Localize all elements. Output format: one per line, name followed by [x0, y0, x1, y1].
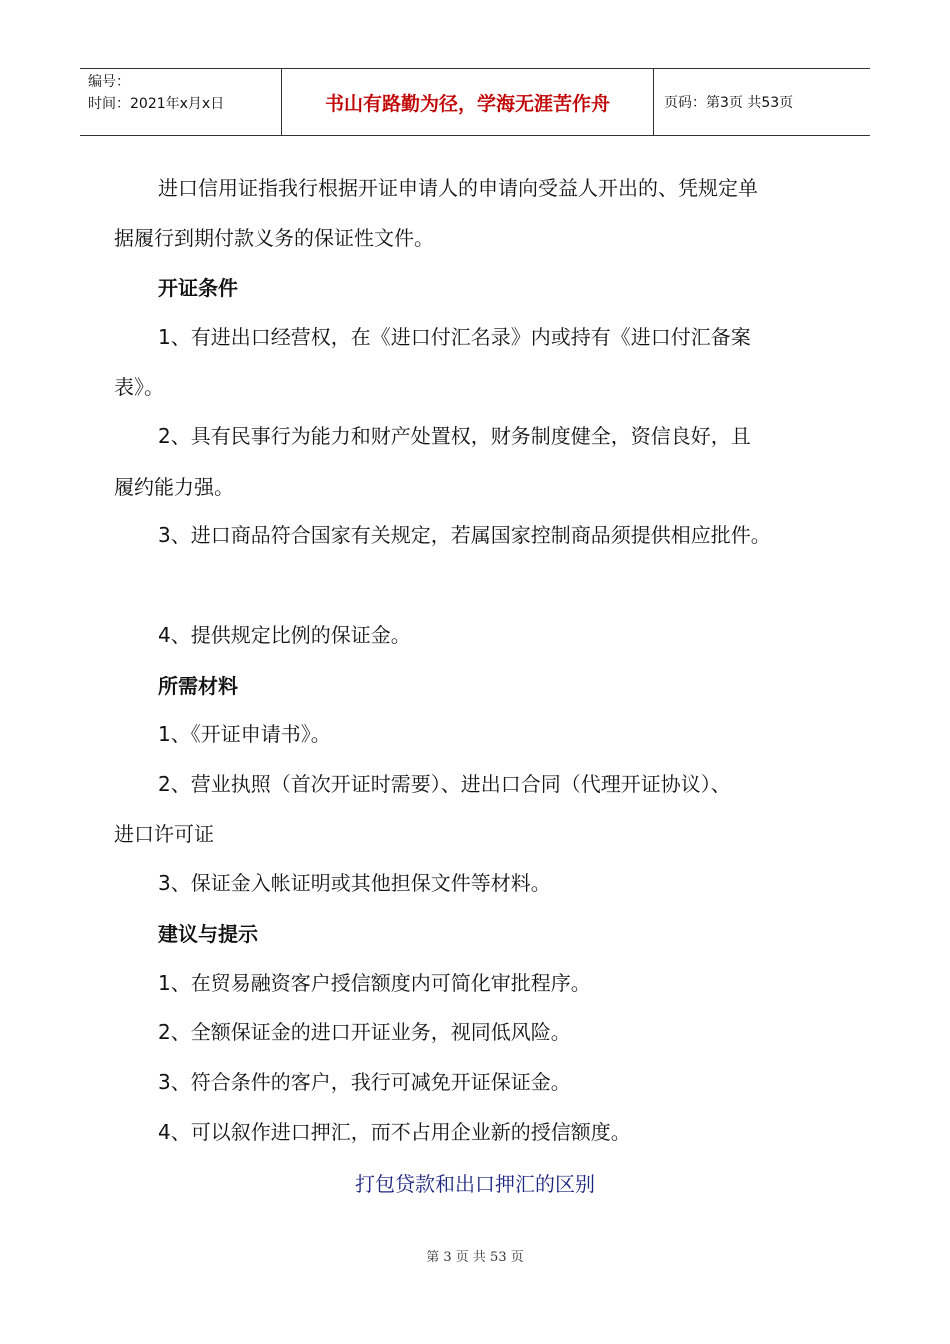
document-number: 编号： — [88, 74, 130, 90]
section-title: 建议与提示 — [158, 922, 258, 946]
section-title: 所需材料 — [158, 674, 238, 698]
list-item: 3、保证金入帐证明或其他担保文件等材料。 — [158, 871, 551, 895]
list-item-continuation: 履约能力强。 — [114, 475, 234, 499]
section-title: 开证条件 — [158, 276, 238, 300]
document-date: 时间：2021年x月x日 — [88, 96, 225, 112]
list-item: 1、《开证申请书》。 — [158, 722, 331, 746]
paragraph-line: 据履行到期付款义务的保证性文件。 — [114, 226, 434, 250]
list-item-continuation: 表》。 — [114, 375, 164, 399]
list-item: 3、符合条件的客户，我行可减免开证保证金。 — [158, 1070, 571, 1094]
header-motto: 书山有路勤为径，学海无涯苦作舟 — [282, 69, 654, 135]
next-section-title: 打包贷款和出口押汇的区别 — [355, 1172, 595, 1196]
list-item-continuation: 进口许可证 — [114, 822, 214, 846]
list-item: 1、有进出口经营权，在《进口付汇名录》内或持有《进口付汇备案 — [158, 325, 751, 349]
list-item: 3、进口商品符合国家有关规定，若属国家控制商品须提供相应批件。 — [158, 523, 771, 547]
list-item: 2、营业执照（首次开证时需要）、进出口合同（代理开证协议）、 — [158, 772, 731, 796]
header-meta — [80, 69, 282, 135]
list-item: 4、提供规定比例的保证金。 — [158, 623, 411, 647]
list-item: 4、可以叙作进口押汇，而不占用企业新的授信额度。 — [158, 1120, 631, 1144]
page-header — [80, 68, 870, 136]
header-page-info: 页码：第3页 共53页 — [664, 95, 794, 111]
list-item: 2、全额保证金的进口开证业务，视同低风险。 — [158, 1020, 571, 1044]
list-item: 2、具有民事行为能力和财产处置权，财务制度健全，资信良好，且 — [158, 424, 751, 448]
page-footer: 第 3 页 共 53 页 — [426, 1250, 524, 1265]
list-item: 1、在贸易融资客户授信额度内可简化审批程序。 — [158, 971, 591, 995]
paragraph-line: 进口信用证指我行根据开证申请人的申请向受益人开出的、凭规定单 — [158, 176, 758, 200]
